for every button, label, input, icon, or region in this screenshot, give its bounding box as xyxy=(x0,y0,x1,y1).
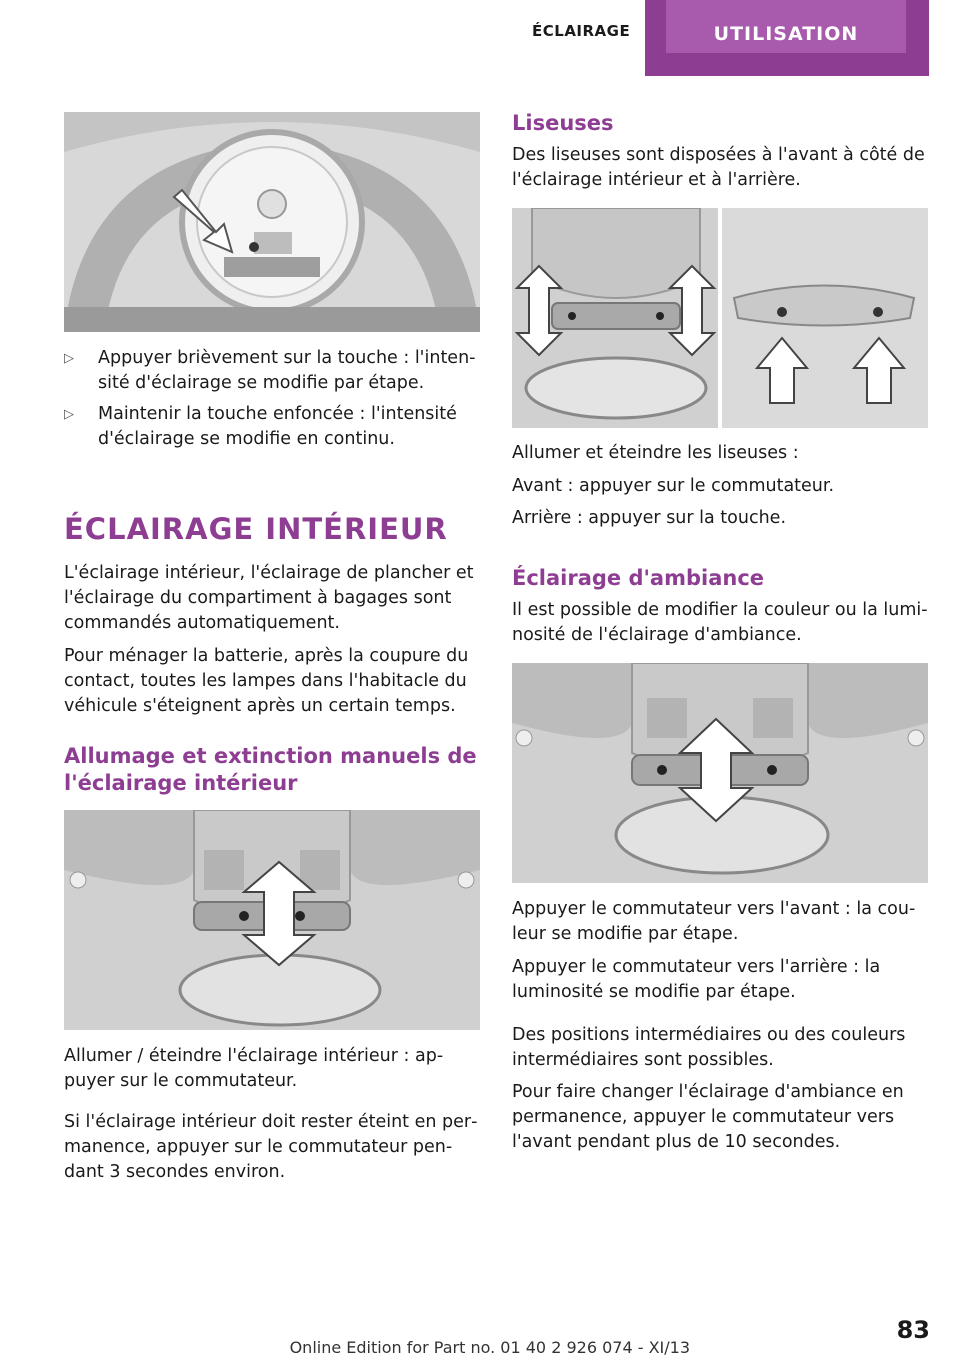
heading-allumage-manuel: Allumage et extinction manuels de l'éclairage intérieur xyxy=(64,744,477,795)
paragraph: Appuyer le commutateur vers l'arrière : la luminosité se modifie par étape. xyxy=(512,957,881,1002)
bullet-text: Appuyer brièvement sur la touche : l'intensité d'éclairage se modifie par étape. xyxy=(98,348,476,393)
page-number: 83 xyxy=(896,1316,930,1344)
paragraph: Il est possible de modifier la couleur ou la luminosité de l'éclairage d'ambiance. xyxy=(512,600,928,645)
triangle-bullet-icon: ▷ xyxy=(64,351,74,366)
triangle-bullet-icon: ▷ xyxy=(64,407,74,422)
paragraph: Arrière : appuyer sur la touche. xyxy=(512,508,787,528)
chapter-tab[interactable]: UTILISATION xyxy=(666,0,906,53)
paragraph: L'éclairage intérieur, l'éclairage de plancher et l'éclairage du compartiment à bagages sont commandés automatiquement. xyxy=(64,563,474,633)
instrument-cluster-figure xyxy=(64,112,480,332)
paragraph: Si l'éclairage intérieur doit rester éteint en permanence, appuyer sur le commutateur pendant 3 secondes environ. xyxy=(64,1112,478,1182)
paragraph: Des liseuses sont disposées à l'avant à côté de l'éclairage intérieur et à l'arrière. xyxy=(512,145,925,190)
paragraph: Des positions intermédiaires ou des couleurs intermédiaires sont possibles. xyxy=(512,1025,906,1070)
paragraph: Allumer et éteindre les liseuses : xyxy=(512,443,799,463)
bullet-text: Maintenir la touche enfoncée : l'intensité d'éclairage se modifie en continu. xyxy=(98,404,457,449)
heading-eclairage-interieur: ÉCLAIRAGE INTÉRIEUR xyxy=(64,512,448,546)
ambient-light-switch-figure xyxy=(512,663,928,883)
paragraph: Appuyer le commutateur vers l'avant : la couleur se modifie par étape. xyxy=(512,899,916,944)
paragraph: Pour faire changer l'éclairage d'ambiance en permanence, appuyer le commutateur vers l'avant pendant plus de 10 secondes. xyxy=(512,1082,904,1152)
reading-lights-figure xyxy=(512,208,928,428)
footer-edition: Online Edition for Part no. 01 40 2 926 074 - XI/13 xyxy=(289,1338,690,1357)
paragraph: Allumer / éteindre l'éclairage intérieur : appuyer sur le commutateur. xyxy=(64,1046,444,1091)
heading-eclairage-ambiance: Éclairage d'ambiance xyxy=(512,566,765,590)
section-title: ÉCLAIRAGE xyxy=(532,22,631,40)
interior-light-switch-figure xyxy=(64,810,480,1030)
paragraph: Pour ménager la batterie, après la coupure du contact, toutes les lampes dans l'habitacle du véhicule s'éteignent après un certain temps. xyxy=(64,646,469,716)
heading-liseuses: Liseuses xyxy=(512,111,614,135)
paragraph: Avant : appuyer sur le commutateur. xyxy=(512,476,835,496)
